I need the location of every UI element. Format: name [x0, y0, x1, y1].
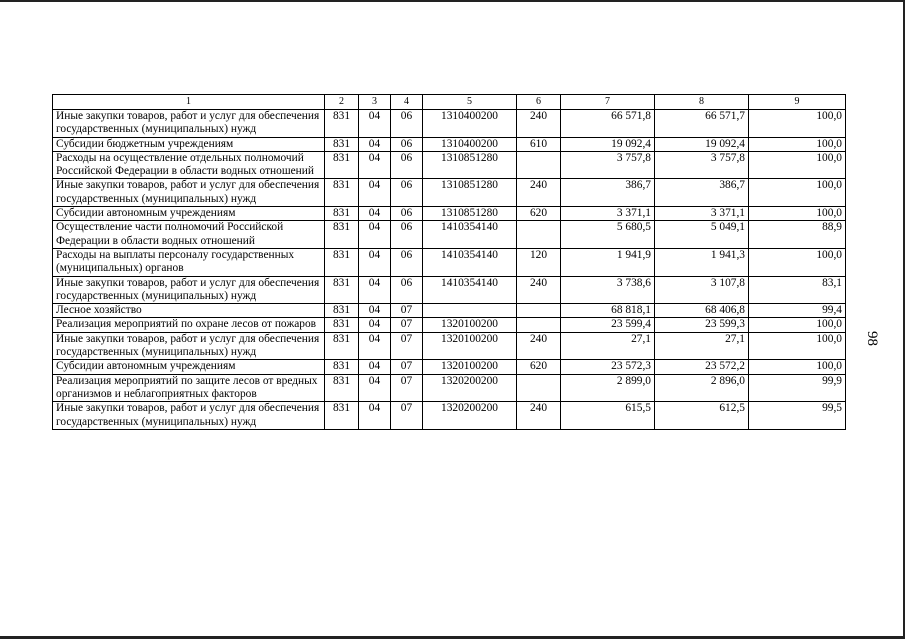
expense-type-cell: 240 — [517, 332, 561, 360]
section-cell: 04 — [359, 276, 391, 304]
admin-code-cell: 831 — [325, 179, 359, 207]
percent-cell: 100,0 — [749, 207, 846, 221]
percent-cell: 100,0 — [749, 318, 846, 332]
percent-cell: 100,0 — [749, 248, 846, 276]
subsection-cell: 06 — [391, 221, 423, 249]
table-row — [53, 137, 846, 151]
target-article-cell: 1320200200 — [423, 374, 517, 402]
expense-type-cell — [517, 151, 561, 179]
planned-amount-cell: 27,1 — [561, 332, 655, 360]
admin-code-cell: 831 — [325, 304, 359, 318]
table-row — [53, 360, 846, 374]
subsection-cell: 07 — [391, 304, 423, 318]
row-name-cell: Лесное хозяйство — [53, 304, 325, 318]
planned-amount-cell: 615,5 — [561, 402, 655, 430]
subsection-cell: 06 — [391, 248, 423, 276]
percent-cell: 99,9 — [749, 374, 846, 402]
table-row — [53, 248, 846, 276]
table-row — [53, 318, 846, 332]
executed-amount-cell: 386,7 — [655, 179, 749, 207]
expense-type-cell: 240 — [517, 179, 561, 207]
section-cell: 04 — [359, 332, 391, 360]
row-name-cell: Осуществление части полномочий Российской Федерации в области водных отношений — [53, 221, 325, 249]
expense-type-cell: 620 — [517, 207, 561, 221]
section-cell: 04 — [359, 110, 391, 138]
section-cell: 04 — [359, 402, 391, 430]
admin-code-cell: 831 — [325, 360, 359, 374]
table-row — [53, 402, 846, 430]
header-cell: 8 — [655, 95, 749, 110]
expense-type-cell: 620 — [517, 360, 561, 374]
planned-amount-cell: 23 599,4 — [561, 318, 655, 332]
subsection-cell: 06 — [391, 137, 423, 151]
expense-type-cell: 120 — [517, 248, 561, 276]
admin-code-cell: 831 — [325, 374, 359, 402]
page-number: 98 — [864, 331, 880, 346]
expense-type-cell — [517, 304, 561, 318]
header-cell: 6 — [517, 95, 561, 110]
section-cell: 04 — [359, 360, 391, 374]
table-row — [53, 374, 846, 402]
row-name-cell: Иные закупки товаров, работ и услуг для обеспечения государственных (муниципальных) нужд — [53, 179, 325, 207]
subsection-cell: 06 — [391, 179, 423, 207]
target-article-cell: 1310400200 — [423, 110, 517, 138]
planned-amount-cell: 386,7 — [561, 179, 655, 207]
executed-amount-cell: 66 571,7 — [655, 110, 749, 138]
executed-amount-cell: 3 371,1 — [655, 207, 749, 221]
table-row — [53, 221, 846, 249]
section-cell: 04 — [359, 151, 391, 179]
subsection-cell: 07 — [391, 374, 423, 402]
target-article-cell: 1320100200 — [423, 318, 517, 332]
table-row — [53, 151, 846, 179]
planned-amount-cell: 66 571,8 — [561, 110, 655, 138]
admin-code-cell: 831 — [325, 137, 359, 151]
section-cell: 04 — [359, 248, 391, 276]
budget-table — [52, 94, 846, 430]
target-article-cell: 1320200200 — [423, 402, 517, 430]
header-cell: 2 — [325, 95, 359, 110]
executed-amount-cell: 2 896,0 — [655, 374, 749, 402]
admin-code-cell: 831 — [325, 402, 359, 430]
percent-cell: 83,1 — [749, 276, 846, 304]
percent-cell: 100,0 — [749, 151, 846, 179]
header-cell: 3 — [359, 95, 391, 110]
target-article-cell: 1410354140 — [423, 221, 517, 249]
percent-cell: 100,0 — [749, 360, 846, 374]
percent-cell: 88,9 — [749, 221, 846, 249]
subsection-cell: 07 — [391, 360, 423, 374]
subsection-cell: 06 — [391, 276, 423, 304]
header-cell: 1 — [53, 95, 325, 110]
target-article-cell: 1310851280 — [423, 151, 517, 179]
planned-amount-cell: 23 572,3 — [561, 360, 655, 374]
expense-type-cell — [517, 374, 561, 402]
admin-code-cell: 831 — [325, 248, 359, 276]
target-article-cell: 1310400200 — [423, 137, 517, 151]
executed-amount-cell: 612,5 — [655, 402, 749, 430]
table-header-row — [53, 95, 846, 110]
table-row — [53, 207, 846, 221]
expense-type-cell: 610 — [517, 137, 561, 151]
percent-cell: 99,4 — [749, 304, 846, 318]
executed-amount-cell: 19 092,4 — [655, 137, 749, 151]
executed-amount-cell: 23 599,3 — [655, 318, 749, 332]
target-article-cell: 1410354140 — [423, 248, 517, 276]
executed-amount-cell: 3 107,8 — [655, 276, 749, 304]
percent-cell: 100,0 — [749, 137, 846, 151]
executed-amount-cell: 68 406,8 — [655, 304, 749, 318]
executed-amount-cell: 23 572,2 — [655, 360, 749, 374]
expense-type-cell: 240 — [517, 402, 561, 430]
planned-amount-cell: 1 941,9 — [561, 248, 655, 276]
admin-code-cell: 831 — [325, 221, 359, 249]
table-row — [53, 332, 846, 360]
section-cell: 04 — [359, 207, 391, 221]
section-cell: 04 — [359, 318, 391, 332]
percent-cell: 100,0 — [749, 179, 846, 207]
subsection-cell: 07 — [391, 318, 423, 332]
admin-code-cell: 831 — [325, 318, 359, 332]
expense-type-cell — [517, 318, 561, 332]
subsection-cell: 07 — [391, 402, 423, 430]
planned-amount-cell: 3 757,8 — [561, 151, 655, 179]
admin-code-cell: 831 — [325, 276, 359, 304]
planned-amount-cell: 68 818,1 — [561, 304, 655, 318]
subsection-cell: 06 — [391, 207, 423, 221]
target-article-cell: 1320100200 — [423, 360, 517, 374]
percent-cell: 100,0 — [749, 332, 846, 360]
row-name-cell: Субсидии автономным учреждениям — [53, 207, 325, 221]
row-name-cell: Иные закупки товаров, работ и услуг для обеспечения государственных (муниципальных) нужд — [53, 402, 325, 430]
subsection-cell: 06 — [391, 110, 423, 138]
target-article-cell: 1310851280 — [423, 207, 517, 221]
row-name-cell: Иные закупки товаров, работ и услуг для обеспечения государственных (муниципальных) нужд — [53, 332, 325, 360]
section-cell: 04 — [359, 179, 391, 207]
row-name-cell: Субсидии автономным учреждениям — [53, 360, 325, 374]
percent-cell: 100,0 — [749, 110, 846, 138]
row-name-cell: Реализация мероприятий по защите лесов от вредных организмов и неблагоприятных факторов — [53, 374, 325, 402]
executed-amount-cell: 1 941,3 — [655, 248, 749, 276]
subsection-cell: 07 — [391, 332, 423, 360]
row-name-cell: Субсидии бюджетным учреждениям — [53, 137, 325, 151]
section-cell: 04 — [359, 137, 391, 151]
row-name-cell: Реализация мероприятий по охране лесов от пожаров — [53, 318, 325, 332]
table-row — [53, 110, 846, 138]
target-article-cell: 1410354140 — [423, 276, 517, 304]
planned-amount-cell: 19 092,4 — [561, 137, 655, 151]
table-body — [53, 95, 846, 430]
planned-amount-cell: 2 899,0 — [561, 374, 655, 402]
header-cell: 4 — [391, 95, 423, 110]
header-cell: 7 — [561, 95, 655, 110]
subsection-cell: 06 — [391, 151, 423, 179]
admin-code-cell: 831 — [325, 332, 359, 360]
executed-amount-cell: 3 757,8 — [655, 151, 749, 179]
row-name-cell: Иные закупки товаров, работ и услуг для обеспечения государственных (муниципальных) нужд — [53, 110, 325, 138]
section-cell: 04 — [359, 374, 391, 402]
table-row — [53, 276, 846, 304]
section-cell: 04 — [359, 304, 391, 318]
planned-amount-cell: 3 738,6 — [561, 276, 655, 304]
row-name-cell: Расходы на выплаты персоналу государственных (муниципальных) органов — [53, 248, 325, 276]
target-article-cell: 1320100200 — [423, 332, 517, 360]
target-article-cell: 1310851280 — [423, 179, 517, 207]
row-name-cell: Иные закупки товаров, работ и услуг для обеспечения государственных (муниципальных) нужд — [53, 276, 325, 304]
admin-code-cell: 831 — [325, 110, 359, 138]
header-cell: 9 — [749, 95, 846, 110]
executed-amount-cell: 27,1 — [655, 332, 749, 360]
expense-type-cell: 240 — [517, 276, 561, 304]
target-article-cell — [423, 304, 517, 318]
admin-code-cell: 831 — [325, 151, 359, 179]
row-name-cell: Расходы на осуществление отдельных полномочий Российской Федерации в области водных отношений — [53, 151, 325, 179]
expense-type-cell: 240 — [517, 110, 561, 138]
admin-code-cell: 831 — [325, 207, 359, 221]
section-cell: 04 — [359, 221, 391, 249]
table-row — [53, 304, 846, 318]
expense-type-cell — [517, 221, 561, 249]
percent-cell: 99,5 — [749, 402, 846, 430]
planned-amount-cell: 3 371,1 — [561, 207, 655, 221]
executed-amount-cell: 5 049,1 — [655, 221, 749, 249]
planned-amount-cell: 5 680,5 — [561, 221, 655, 249]
table-row — [53, 179, 846, 207]
header-cell: 5 — [423, 95, 517, 110]
